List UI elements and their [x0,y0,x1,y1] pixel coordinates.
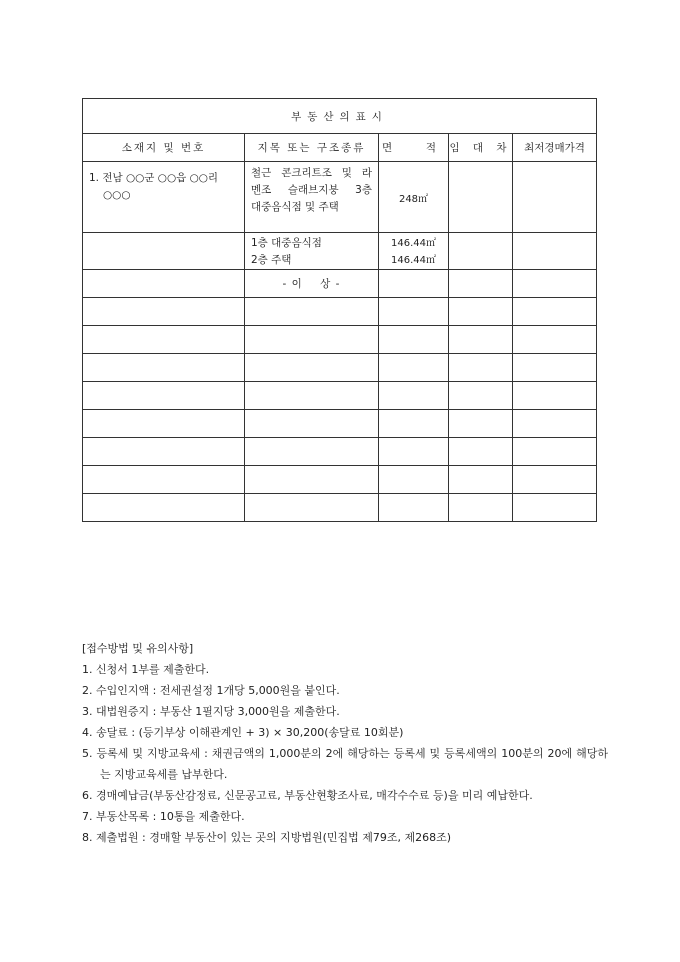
structure-word: 콘크리트조 [281,167,332,179]
empty-row [83,494,597,522]
location-line-1: 1. 전남 ○○군 ○○읍 ○○리 [89,172,219,184]
structure-cell [245,162,379,233]
notes-section [82,638,608,848]
structure-word: 멘조 [251,184,272,196]
empty-cell [379,354,449,382]
empty-cell [245,438,379,466]
empty-cell [245,466,379,494]
structure-word: 철근 [251,167,272,179]
empty-cell [245,298,379,326]
empty-cell [513,438,597,466]
floor-2-use: 2층 주택 [251,254,292,266]
empty-row [83,326,597,354]
table-row [83,233,597,270]
empty-cell [83,298,245,326]
empty-cell [513,326,597,354]
empty-row [83,382,597,410]
empty-cell [379,466,449,494]
empty-cell [449,354,513,382]
header-lease: 임 대 차 [449,134,513,162]
list-item: 1. 신청서 1부를 제출한다. [82,663,210,676]
empty-cell [449,326,513,354]
notes-heading: [접수방법 및 유의사항] [82,642,194,655]
area-cell [379,270,449,298]
structure-word: 3층 [355,184,372,196]
list-item: 4. 송달료 : (등기부상 이해관계인 + 3) × 30,200(송달료 10회분) [82,726,404,739]
area-cell: 248㎡ [379,162,449,233]
header-min-price: 최저경매가격 [513,134,597,162]
empty-cell [513,494,597,522]
property-table [82,98,597,522]
structure-line-3: 대중음식점 및 주택 [251,201,339,213]
location-cell [83,233,245,270]
empty-cell [83,494,245,522]
area-cell [379,233,449,270]
empty-cell [513,382,597,410]
empty-cell [245,382,379,410]
empty-cell [513,354,597,382]
empty-cell [449,410,513,438]
floor-2-area: 146.44㎡ [391,255,436,266]
header-structure: 지목 또는 구조종류 [245,134,379,162]
header-location: 소재지 및 번호 [83,134,245,162]
end-marker: - 이 상 - [282,278,341,290]
table-row [83,270,597,298]
empty-row [83,298,597,326]
structure-line-2 [251,182,372,199]
empty-cell [513,298,597,326]
table-title-row [83,99,597,134]
list-item: 7. 부동산목록 : 10통을 제출한다. [82,810,245,823]
header-area: 면 적 [379,134,449,162]
empty-cell [379,410,449,438]
empty-cell [449,494,513,522]
empty-cell [83,410,245,438]
empty-cell [245,326,379,354]
empty-row [83,354,597,382]
min-price-cell [513,233,597,270]
empty-cell [449,382,513,410]
empty-cell [379,382,449,410]
lease-cell [449,270,513,298]
end-marker-cell [245,270,379,298]
list-item: 8. 제출법원 : 경매할 부동산이 있는 곳의 지방법원(민집법 제79조, 제268조) [82,831,452,844]
min-price-cell [513,270,597,298]
structure-line-1 [251,165,372,182]
location-line-2: ○○○ [103,189,131,201]
notes-list [82,659,608,848]
empty-cell [379,298,449,326]
empty-cell [513,466,597,494]
lease-cell [449,162,513,233]
empty-cell [449,466,513,494]
floor-1-use: 1층 대중음식점 [251,237,322,249]
empty-cell [83,382,245,410]
list-item: 5. 등록세 및 지방교육세 : 채권금액의 1,000분의 2에 해당하는 등록세 및 등록세액의 100분의 20에 해당하는 지방교육세를 납부한다. [82,747,608,781]
empty-cell [245,410,379,438]
empty-row [83,466,597,494]
empty-cell [513,410,597,438]
location-cell [83,162,245,233]
empty-cell [83,354,245,382]
list-item: 2. 수입인지액 : 전세권설정 1개당 5,000원을 붙인다. [82,684,340,697]
empty-cell [449,298,513,326]
empty-cell [83,466,245,494]
list-item: 3. 대법원증지 : 부동산 1필지당 3,000원을 제출한다. [82,705,340,718]
empty-cell [379,494,449,522]
structure-word: 및 [341,167,352,179]
empty-cell [83,438,245,466]
empty-cell [449,438,513,466]
structure-word: 슬래브지붕 [287,184,339,196]
empty-cell [379,438,449,466]
structure-word: 라 [361,167,372,179]
min-price-cell [513,162,597,233]
empty-cell [245,494,379,522]
empty-cell [245,354,379,382]
list-item: 6. 경매예납금(부동산감정료, 신문공고료, 부동산현황조사료, 매각수수료 등)을 미리 예납한다. [82,789,533,802]
lease-cell [449,233,513,270]
table-header-row [83,134,597,162]
empty-row [83,410,597,438]
table-title: 부동산의표시 [83,99,597,134]
table-row [83,162,597,233]
empty-cell [83,326,245,354]
structure-cell [245,233,379,270]
empty-row [83,438,597,466]
location-cell [83,270,245,298]
empty-cell [379,326,449,354]
floor-1-area: 146.44㎡ [391,238,436,249]
